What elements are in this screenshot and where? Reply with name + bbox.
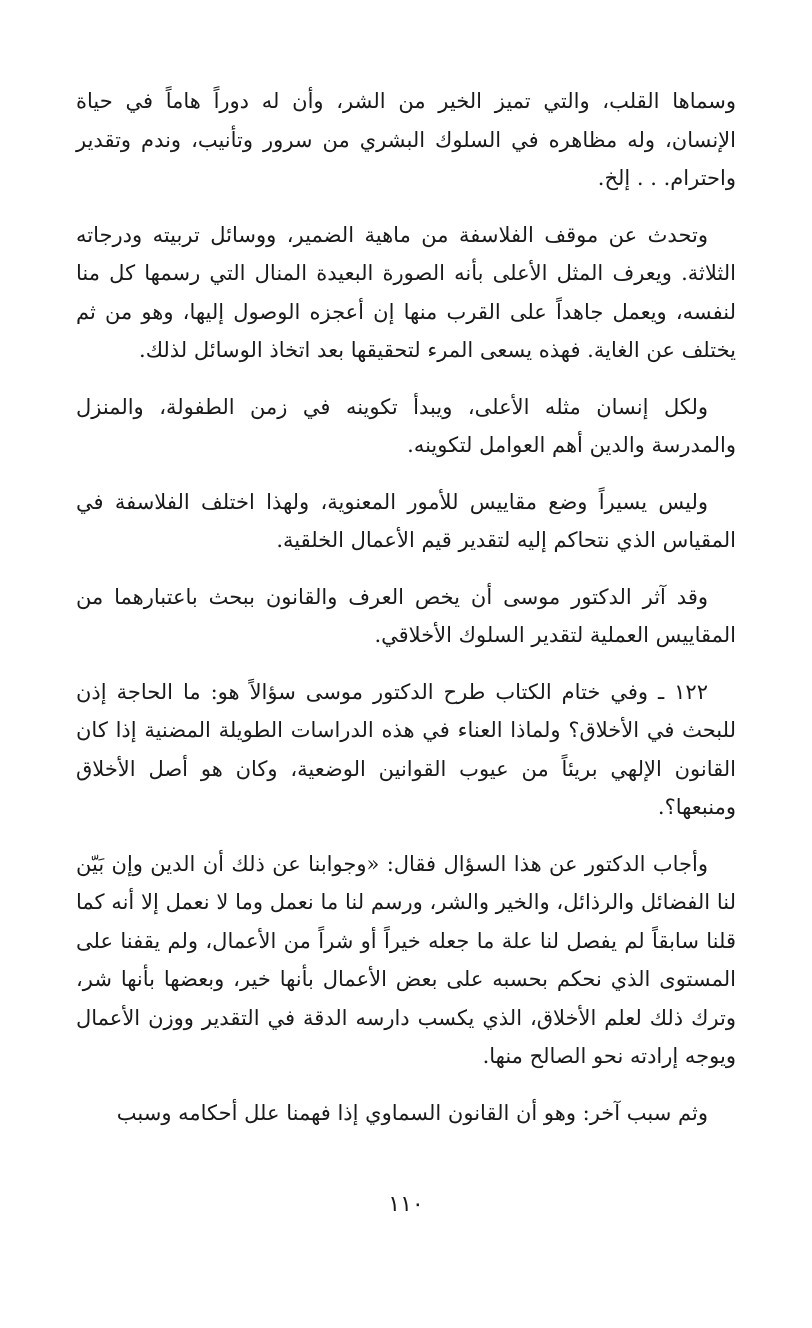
paragraph: وتحدث عن موقف الفلاسفة من ماهية الضمير، ووسائل تربيته ودرجاته الثلاثة. ويعرف المثل الأعلى بأنه الصورة البعيدة المنال التي رسمها كل منا لنفسه، ويعمل جاهداً على القرب منها إن أعجزه الوصول إليها، وهو من ثم يختلف عن الغاية. فهذه يسعى المرء لتحقيقها بعد اتخاذ الوسائل لذلك. [76,222,736,362]
paragraph: وسماها القلب، والتي تميز الخير من الشر، وأن له دوراً هاماً في حياة الإنسان، وله مظاهره في السلوك البشري من سرور وتأنيب، وندم وتقدير واحترام. . . إلخ. [76,89,736,190]
paragraph: وليس يسيراً وضع مقاييس للأمور المعنوية، ولهذا اختلف الفلاسفة في المقياس الذي نتحاكم إليه لتقدير قيم الأعمال الخلقية. [76,489,736,552]
paragraph-quote: وأجاب الدكتور عن هذا السؤال فقال: «وجوابنا عن ذلك أن الدين وإن بَيّن لنا الفضائل والرذائل، والخير والشر، ورسم لنا ما نعمل وما لا نعمل إلا أنه كما قلنا سابقاً لم يفصل لنا علة ما جعله خيراً أو شراً من الأعمال، ولم يقفنا على المستوى الذي نحكم بحسبه على بعض الأعمال بأنها خير، وبعضها بأنها شر، وترك ذلك لعلم الأخلاق، الذي يكسب دارسه الدقة في التقدير ووزن الأعمال ويوجه إرادته نحو الصالح منها. [76,851,736,1068]
page-number: ١١٠ [388,1192,424,1217]
paragraph: وثم سبب آخر: وهو أن القانون السماوي إذا فهمنا علل أحكامه وسبب [116,1100,708,1125]
page-body [76,82,736,1132]
paragraph: ولكل إنسان مثله الأعلى، ويبدأ تكوينه في زمن الطفولة، والمنزل والمدرسة والدين أهم العوامل لتكوينه. [76,394,736,457]
paragraph-numbered: ١٢٢ ـ وفي ختام الكتاب طرح الدكتور موسى سؤالاً هو: ما الحاجة إذن للبحث في الأخلاق؟ ولماذا العناء في هذه الدراسات الطويلة المضنية إذا كان القانون الإلهي بريئاً من عيوب القوانين الوضعية، وكان هو أصل الأخلاق ومنبعها؟. [76,679,736,819]
paragraph: وقد آثر الدكتور موسى أن يخص العرف والقانون ببحث باعتبارهما من المقاييس العملية لتقدير السلوك الأخلاقي. [76,584,736,647]
